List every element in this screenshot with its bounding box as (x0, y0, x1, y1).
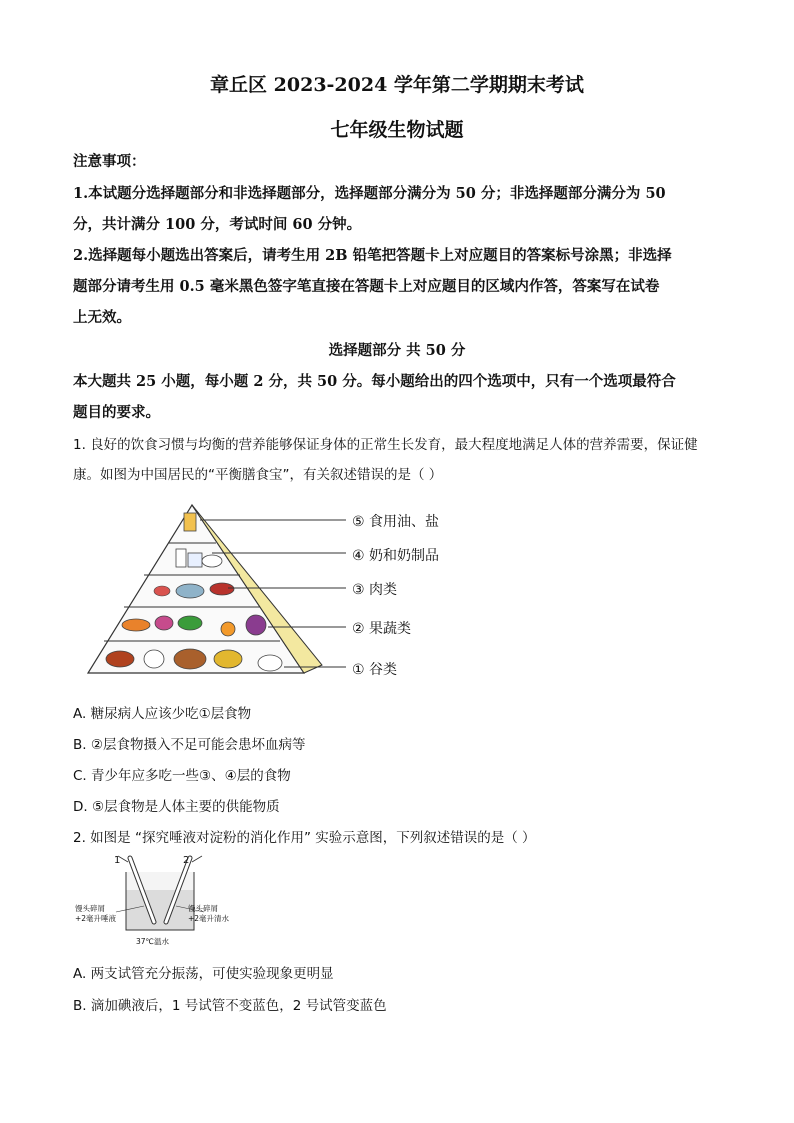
water-bath-label: 37℃温水 (136, 937, 169, 946)
notes-line-3: 2.选择题每小题选出答案后，请考生用 2B 铅笔把答题卡上对应题目的答案标号涂黑；非选择 (73, 247, 672, 264)
section-intro-1: 本大题共 25 小题，每小题 2 分，共 50 分。每小题给出的四个选项中，只有一个选项最符合 (73, 373, 676, 390)
q1-option-a: A. 糖尿病人应该少吃①层食物 (73, 706, 252, 722)
notes-line-5: 上无效。 (73, 309, 131, 326)
tube-2-label-line-1: 馒头碎屑 (188, 904, 218, 913)
tube-2-number: 2 (183, 855, 190, 866)
section-intro-2: 题目的要求。 (73, 404, 160, 421)
exam-title: 章丘区 2023-2024 学年第二学期期末考试 (210, 74, 584, 96)
pyramid-label-1: ① 谷类 (352, 662, 398, 678)
pyramid-label-3: ③ 肉类 (352, 582, 398, 598)
tube-2-label-line-2: +2毫升清水 (188, 914, 230, 923)
q1-stem-line-2: 康。如图为中国居民的“平衡膳食宝”，有关叙述错误的是（ ） (73, 467, 443, 483)
q1-option-c: C. 青少年应多吃一些③、④层的食物 (73, 768, 291, 784)
section-heading: 选择题部分 共 50 分 (328, 342, 466, 359)
pyramid-label-4: ④ 奶和奶制品 (352, 548, 440, 564)
notes-line-1: 1.本试题分选择题部分和非选择题部分，选择题部分满分为 50 分；非选择题部分满分为 50 (73, 185, 666, 202)
q1-option-d: D. ⑤层食物是人体主要的供能物质 (73, 799, 280, 815)
pyramid-label-5: ⑤ 食用油、盐 (352, 514, 440, 530)
pyramid-label-2: ② 果蔬类 (352, 621, 412, 637)
test-tube-figure (70, 850, 250, 950)
q2-option-a: A. 两支试管充分振荡，可使实验现象更明显 (73, 966, 334, 982)
notes-line-4: 题部分请考生用 0.5 毫米黑色签字笔直接在答题卡上对应题目的区域内作答，答案写在试卷 (73, 278, 660, 295)
q1-stem-line-1: 1. 良好的饮食习惯与均衡的营养能够保证身体的正常生长发育，最大程度地满足人体的营养需要，保证健 (73, 437, 698, 453)
notes-heading: 注意事项： (73, 153, 146, 170)
notes-line-2: 分，共计满分 100 分，考试时间 60 分钟。 (73, 216, 362, 233)
tube-1-label-line-2: +2毫升唾液 (75, 914, 117, 923)
tube-1-label-line-1: 馒头碎屑 (75, 904, 105, 913)
q2-option-b: B. 滴加碘液后，1 号试管不变蓝色，2 号试管变蓝色 (73, 998, 387, 1014)
q1-option-b: B. ②层食物摄入不足可能会患坏血病等 (73, 737, 306, 753)
q2-stem-line-1: 2. 如图是 “探究唾液对淀粉的消化作用” 实验示意图，下列叙述错误的是（ ） (73, 830, 536, 846)
tube-1-number: 1 (114, 855, 121, 866)
exam-subtitle: 七年级生物试题 (330, 119, 464, 141)
